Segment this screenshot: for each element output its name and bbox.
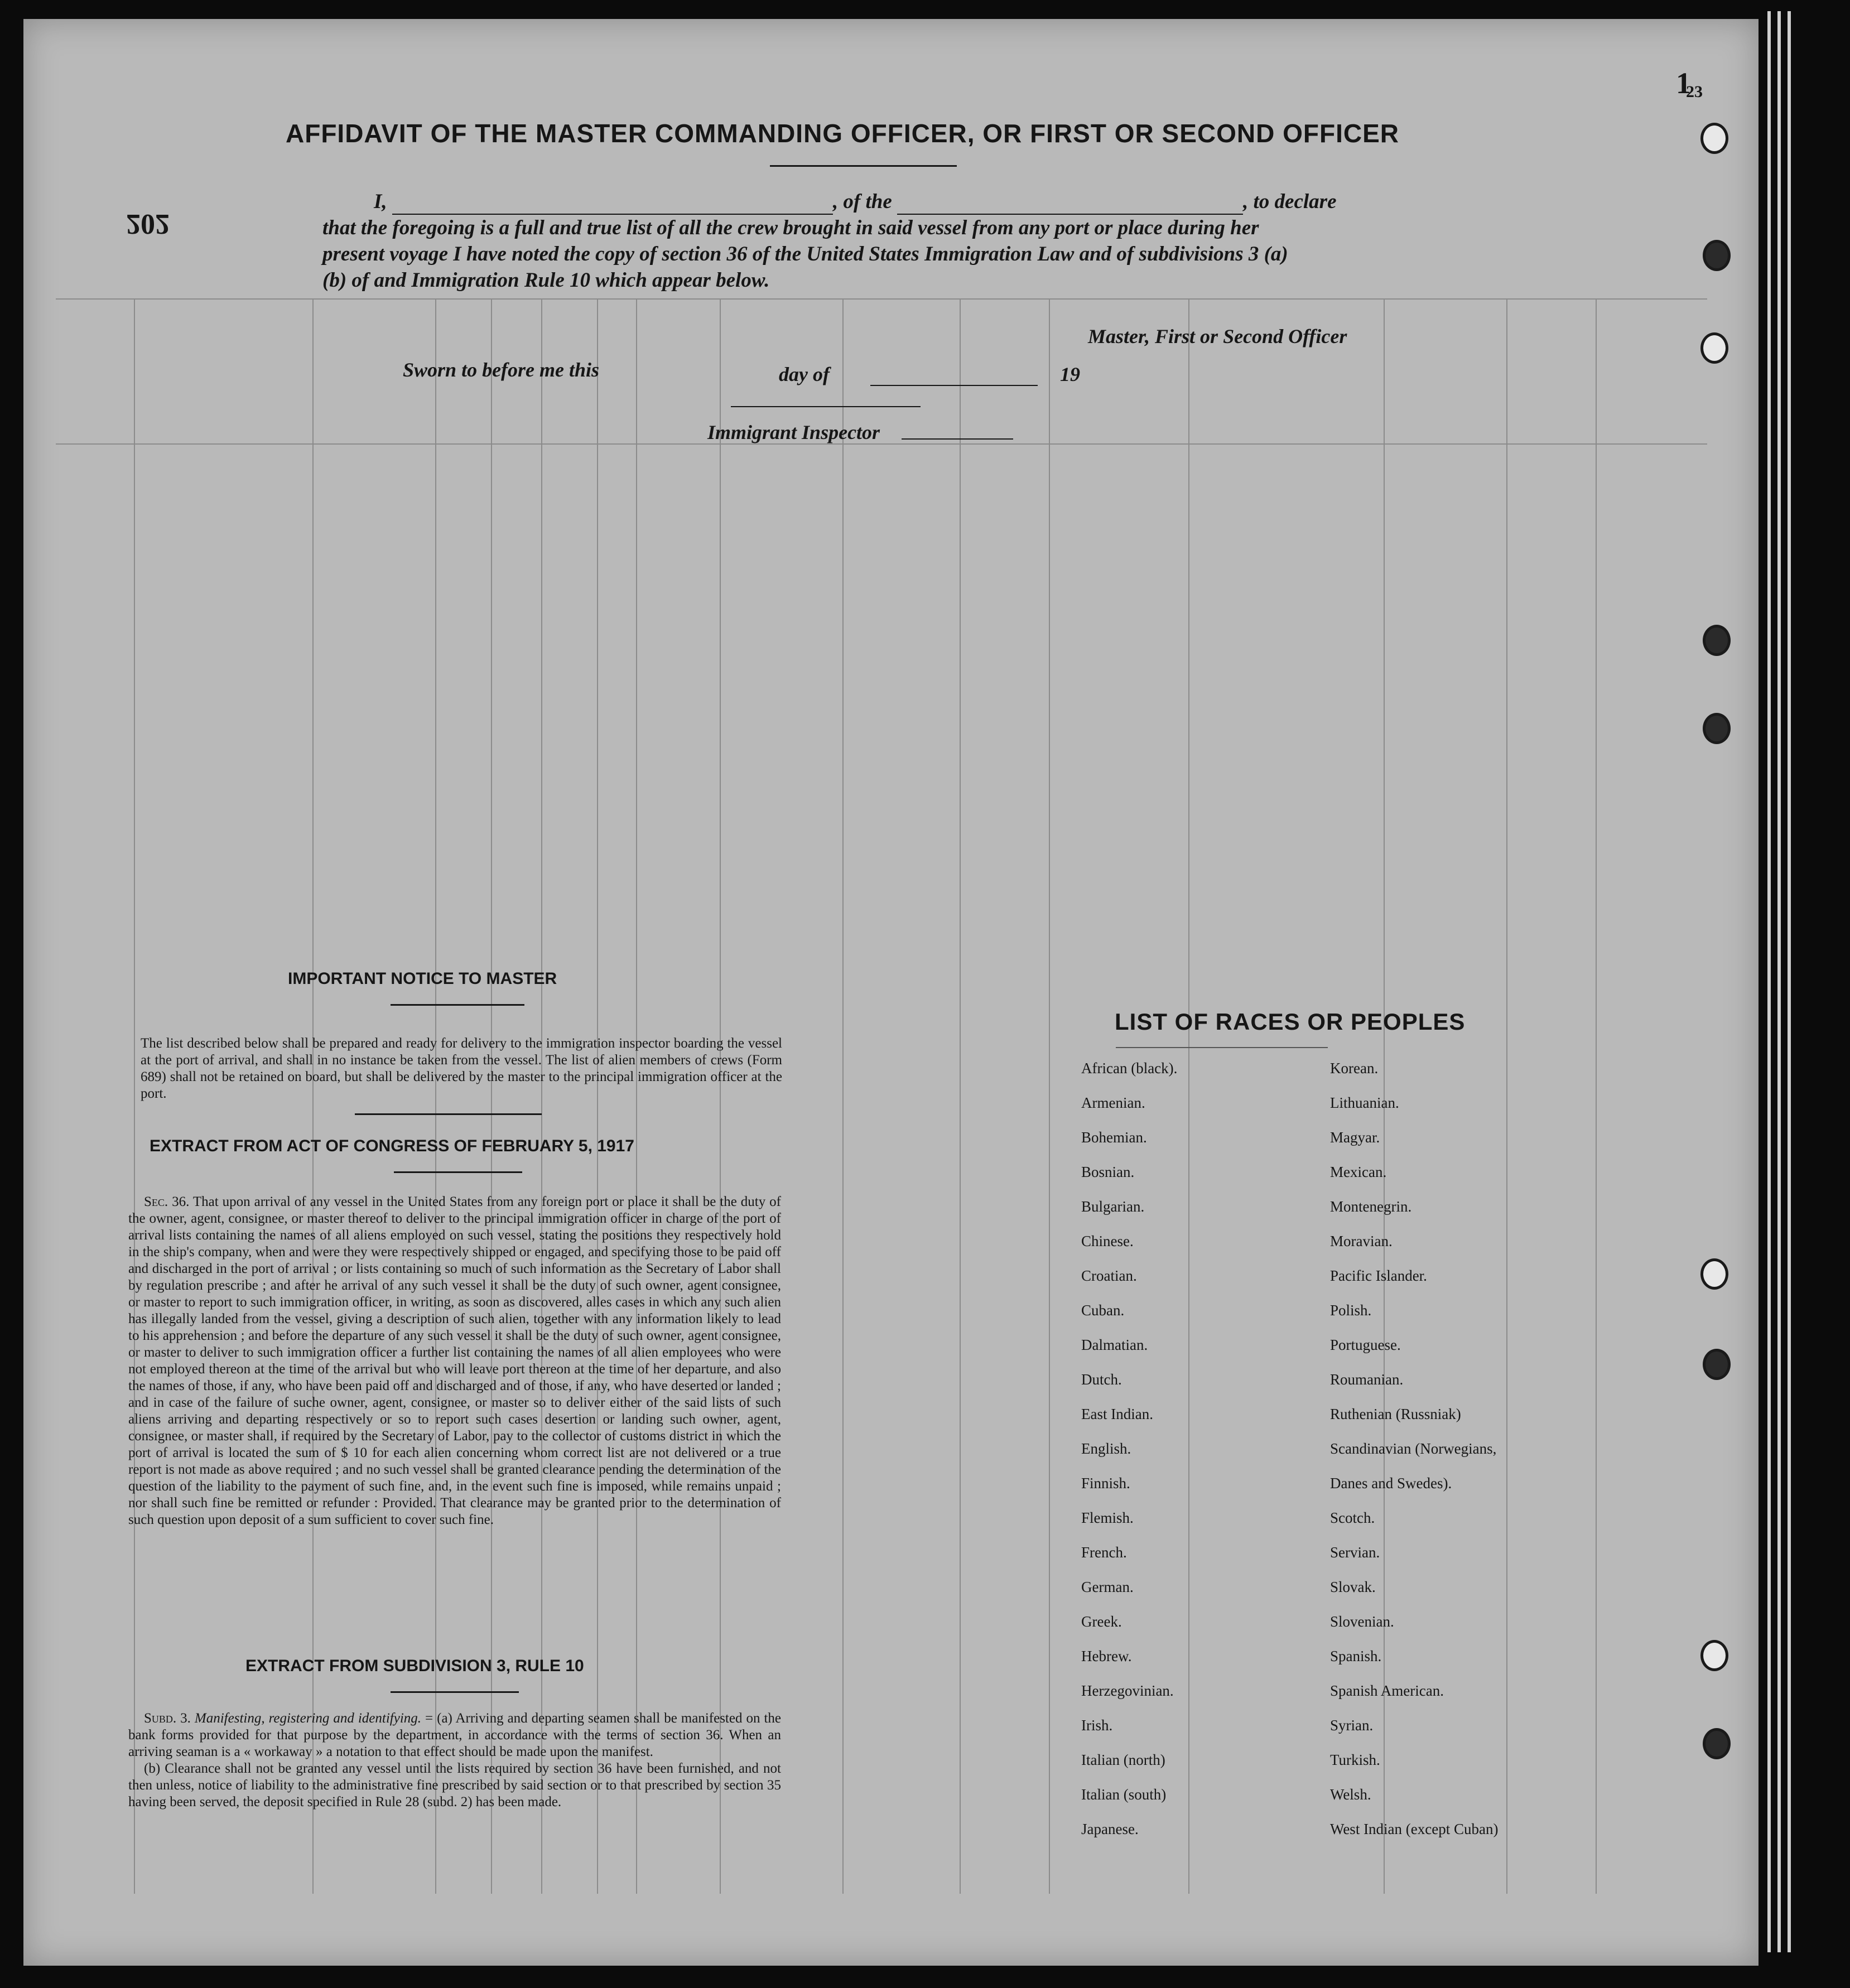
race-item: French. xyxy=(1081,1544,1127,1561)
day-of-label: day of xyxy=(779,363,830,385)
race-item: Korean. xyxy=(1330,1060,1379,1077)
affidavit-title: AFFIDAVIT OF THE MASTER COMMANDING OFFICER, OR FIRST OR SECOND OFFICER xyxy=(286,119,1399,148)
affidavit-line-3: present voyage I have noted the copy of section 36 of the United States Immigration Law and of subdivisions 3 (a) xyxy=(322,243,1288,266)
sworn-label: Sworn to before me this xyxy=(403,359,600,381)
binder-hole xyxy=(1703,713,1731,744)
race-item: Chinese. xyxy=(1081,1233,1134,1249)
of-the-label: , of the xyxy=(832,190,892,213)
affidavit-line-4: (b) of and Immigration Rule 10 which appear below. xyxy=(322,269,770,292)
race-item: West Indian (except Cuban) xyxy=(1330,1821,1499,1837)
subd-heading: Manifesting, registering and identifying. xyxy=(194,1711,422,1726)
race-item: Cuban. xyxy=(1081,1302,1125,1319)
subd-text-a: = (a) Arriving and departing seamen shall be manifested on the bank forms provided for that purpose by the department, in accordance with the terms of section 36. When an arriving seaman is a « workaway » a notation to that effect should be made upon the manifest. xyxy=(128,1711,781,1759)
stamp-number: 202 xyxy=(126,208,170,240)
subd-label: Subd. 3. xyxy=(144,1711,191,1726)
affidavit-body xyxy=(322,189,1416,293)
race-item: Danes and Swedes). xyxy=(1330,1475,1452,1492)
act-section xyxy=(128,1194,781,1528)
race-item: Italian (south) xyxy=(1081,1786,1167,1803)
binder-hole xyxy=(1700,123,1728,154)
i-label: I, xyxy=(374,190,387,213)
inspector-blank[interactable] xyxy=(902,438,1013,440)
race-item: Hebrew. xyxy=(1081,1648,1132,1664)
race-item: Syrian. xyxy=(1330,1717,1374,1734)
race-item: Montenegrin. xyxy=(1330,1198,1412,1215)
rule-section xyxy=(128,1710,781,1811)
race-item: Scotch. xyxy=(1330,1509,1375,1526)
rule-underline xyxy=(391,1691,519,1693)
race-item: Servian. xyxy=(1330,1544,1380,1561)
divider-rule xyxy=(355,1113,542,1115)
subd-text-b: (b) Clearance shall not be granted any vessel until the lists required by section 36 have been furnished, and not then unless, notice of liability to the administrative fine prescribed by said section or to that prescribed by section 35 having been served, the deposit specified in Rule 28 (subd. 2) has been made. xyxy=(128,1761,781,1810)
officer-signature-label: Master, First or Second Officer xyxy=(1088,325,1347,348)
year-prefix: 19 xyxy=(1060,363,1080,385)
races-underline xyxy=(1116,1047,1328,1048)
title-underline xyxy=(770,165,957,167)
page-edge xyxy=(1767,11,1771,1952)
act-underline xyxy=(394,1171,522,1173)
act-text: That upon arrival of any vessel in the United States from any foreign port or place it shall be the duty of the owner, agent, consignee, or master thereof to deliver to the principal immigration officer in charge of the port of arrival lists containing the names of all aliens employed on such vessel, stating the positions they respectively hold in the ship's company, when and were they were respectively shipped or engaged, and specifying those to be paid off and discharged in the port of arrival ; or lists containing so much of such information as the Secretary of Labor shall by regulation prescribe ; and after he arrival of any such vessel it shall be the duty of such owner, agent consignee, or master to report to such immigration officer, in writing, as soon as discovered, alles cases in which any such alien has illegally landed from the vessel, giving a description of such alien, together with any information likely to lead to his apprehension ; and before the departure of any such vessel it shall be the duty of such owner, agent consignee, or master to deliver to such immigration officer a further list containing the names of all alien employees who were not employed thereon at the time of the arrival but who will leave port thereon at the time of her departure, and also the names of those, if any, who have been paid off and discharged and of those, if any, who have deserted or landed ; and in case of the failure of suche owner, agent, consignee, or master so to deliver either of the said lists of such aliens arriving and departing respectively or so to report such cases desertion or landing such owner, agent, consignee, or master shall, if required by the Secretary of Labor, pay to the collector of customs district in which the port of arrival is located the sum of $ 10 for each alien concerning whom correct list are not delivered or a true report is not made as above required ; and no such vessel shall be granted clearance pending the determination of the question of the liability to the payment of such fine, and, in the event such fine is imposed, while remains unpaid ; nor shall such fine be remitted or refunder : Provided. That clearance may be granted prior to the determination of such question upon deposit of a sum sufficient to cover such fine. xyxy=(128,1194,782,1527)
binder-hole xyxy=(1700,332,1728,364)
section-label: Sec. 36. xyxy=(144,1194,190,1209)
race-item: Spanish. xyxy=(1330,1648,1382,1664)
race-item: Portuguese. xyxy=(1330,1336,1401,1353)
day-blank[interactable] xyxy=(870,385,1038,386)
race-item: Ruthenian (Russniak) xyxy=(1330,1406,1461,1422)
notice-underline xyxy=(391,1004,524,1006)
race-item: Bohemian. xyxy=(1081,1129,1147,1146)
race-item: Herzegovinian. xyxy=(1081,1682,1174,1699)
race-item: Slovak. xyxy=(1330,1579,1376,1595)
race-item: Dutch. xyxy=(1081,1371,1122,1388)
race-item: Lithuanian. xyxy=(1330,1094,1399,1111)
race-item: Finnish. xyxy=(1081,1475,1130,1492)
affidavit-line-1 xyxy=(322,189,1416,215)
races-title: LIST OF RACES OR PEOPLES xyxy=(1115,1009,1466,1035)
race-item: Spanish American. xyxy=(1330,1682,1444,1699)
corner-number: 23 xyxy=(1686,83,1703,101)
race-item: English. xyxy=(1081,1440,1131,1457)
rule-title: EXTRACT FROM SUBDIVISION 3, RULE 10 xyxy=(245,1657,584,1675)
binder-hole xyxy=(1703,1728,1731,1759)
binder-hole xyxy=(1700,1640,1728,1671)
binder-hole xyxy=(1703,240,1731,271)
race-item: Bosnian. xyxy=(1081,1164,1135,1180)
declare-label: , to declare xyxy=(1243,190,1337,213)
vessel-blank[interactable] xyxy=(897,195,1243,215)
race-item: Pacific Islander. xyxy=(1330,1267,1427,1284)
date-blank[interactable] xyxy=(731,406,921,407)
race-item: Welsh. xyxy=(1330,1786,1371,1803)
race-item: Bulgarian. xyxy=(1081,1198,1145,1215)
race-item: Japanese. xyxy=(1081,1821,1139,1837)
race-item: Turkish. xyxy=(1330,1751,1380,1768)
race-item: African (black). xyxy=(1081,1060,1178,1077)
race-item: Dalmatian. xyxy=(1081,1336,1148,1353)
race-item: Italian (north) xyxy=(1081,1751,1165,1768)
race-item: Croatian. xyxy=(1081,1267,1137,1284)
race-item: Polish. xyxy=(1330,1302,1372,1319)
page-edge xyxy=(1777,11,1781,1952)
race-item: Slovenian. xyxy=(1330,1613,1394,1630)
notice-title: IMPORTANT NOTICE TO MASTER xyxy=(288,969,557,988)
race-item: East Indian. xyxy=(1081,1406,1153,1422)
race-item: German. xyxy=(1081,1579,1134,1595)
affidavit-line-2: that the foregoing is a full and true list of all the crew brought in said vessel from any port or place during her xyxy=(322,216,1259,239)
binder-hole xyxy=(1700,1258,1728,1290)
act-title: EXTRACT FROM ACT OF CONGRESS OF FEBRUARY 5, 1917 xyxy=(150,1137,634,1155)
race-item: Greek. xyxy=(1081,1613,1122,1630)
race-item: Mexican. xyxy=(1330,1164,1387,1180)
race-item: Flemish. xyxy=(1081,1509,1134,1526)
race-item: Irish. xyxy=(1081,1717,1113,1734)
race-item: Scandinavian (Norwegians, xyxy=(1330,1440,1497,1457)
binder-hole xyxy=(1703,1349,1731,1380)
inspector-label: Immigrant Inspector xyxy=(707,421,880,443)
notice-text: The list described below shall be prepared and ready for delivery to the immigration inspector boarding the vessel at the port of arrival, and shall in no instance be taken from the vessel. The list of alien members of crews (Form 689) shall not be retained on board, but shall be delivered by the master to the principal immigration officer at the port. xyxy=(141,1036,782,1101)
race-item: Roumanian. xyxy=(1330,1371,1404,1388)
page-edge xyxy=(1788,11,1791,1952)
binder-hole xyxy=(1703,625,1731,656)
race-item: Armenian. xyxy=(1081,1094,1145,1111)
page-number: 1 xyxy=(1676,66,1691,100)
race-item: Moravian. xyxy=(1330,1233,1393,1249)
name-blank[interactable] xyxy=(392,195,833,215)
race-item: Magyar. xyxy=(1330,1129,1380,1146)
